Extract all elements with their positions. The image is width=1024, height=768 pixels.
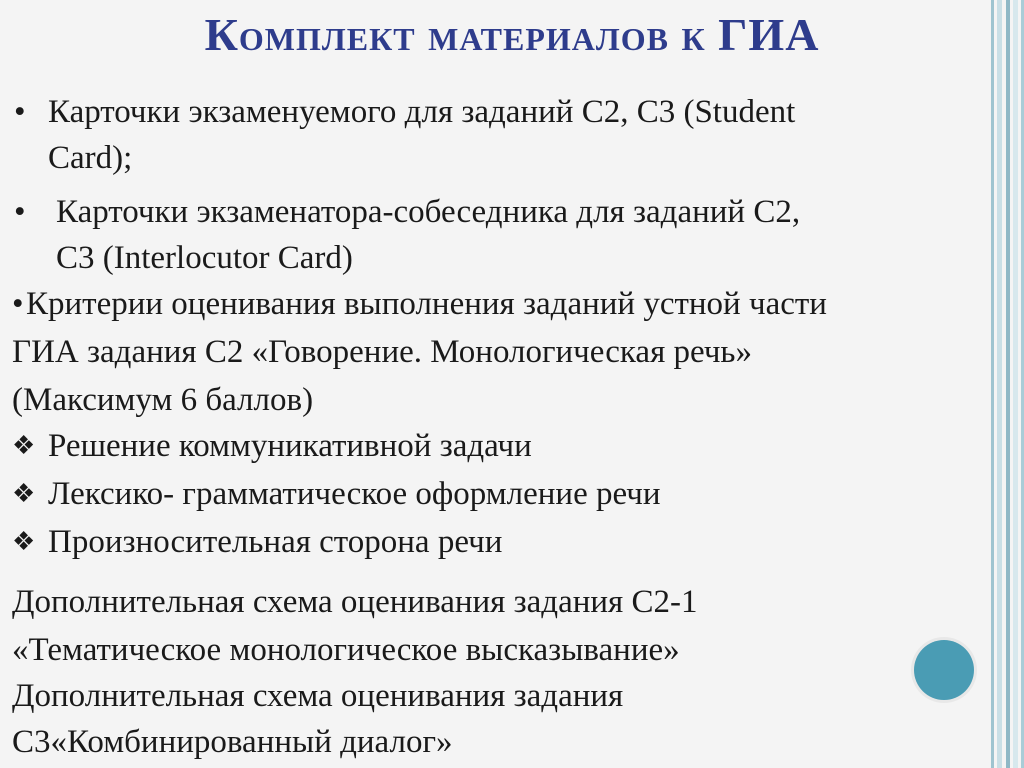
item-3-line-3: (Максимум 6 баллов) (12, 382, 314, 418)
criterion-3: Произносительная сторона речи (48, 524, 503, 560)
diamond-bullet-1: ❖ (12, 431, 36, 460)
item-1-line-1: Карточки экзаменуемого для заданий С2, С3 (Student (48, 94, 796, 130)
stripe-1 (991, 0, 994, 768)
bullet-1: • (14, 94, 26, 130)
stripe-2 (997, 0, 1002, 768)
extra-line-4: С3«Комбинированный диалог» (12, 724, 453, 760)
decorative-circle (914, 640, 974, 700)
item-3-line-1: Критерии оценивания выполнения заданий устной части (26, 286, 827, 322)
stripe-4 (1013, 0, 1018, 768)
extra-line-1: Дополнительная схема оценивания задания С2-1 (12, 584, 698, 620)
item-2-line-2: С3 (Interlocutor Card) (56, 240, 353, 276)
bullet-2: • (14, 194, 26, 230)
criterion-1: Решение коммуникативной задачи (48, 428, 532, 464)
diamond-bullet-3: ❖ (12, 527, 36, 556)
item-2-line-1: Карточки экзаменатора-собеседника для заданий С2, (56, 194, 801, 230)
extra-line-2: «Тематическое монологическое высказывание» (12, 632, 680, 668)
slide-title: Комплект материалов к ГИА (204, 9, 820, 60)
extra-line-3: Дополнительная схема оценивания задания (12, 678, 624, 714)
bullet-3: • (12, 286, 24, 322)
diamond-bullet-2: ❖ (12, 479, 36, 508)
criterion-2: Лексико- грамматическое оформление речи (48, 476, 661, 512)
item-3-line-2: ГИА задания С2 «Говорение. Монологическая речь» (12, 334, 752, 370)
stripe-3 (1006, 0, 1010, 768)
decorative-side-stripes (984, 0, 1024, 768)
item-1-line-2: Card); (48, 140, 133, 176)
